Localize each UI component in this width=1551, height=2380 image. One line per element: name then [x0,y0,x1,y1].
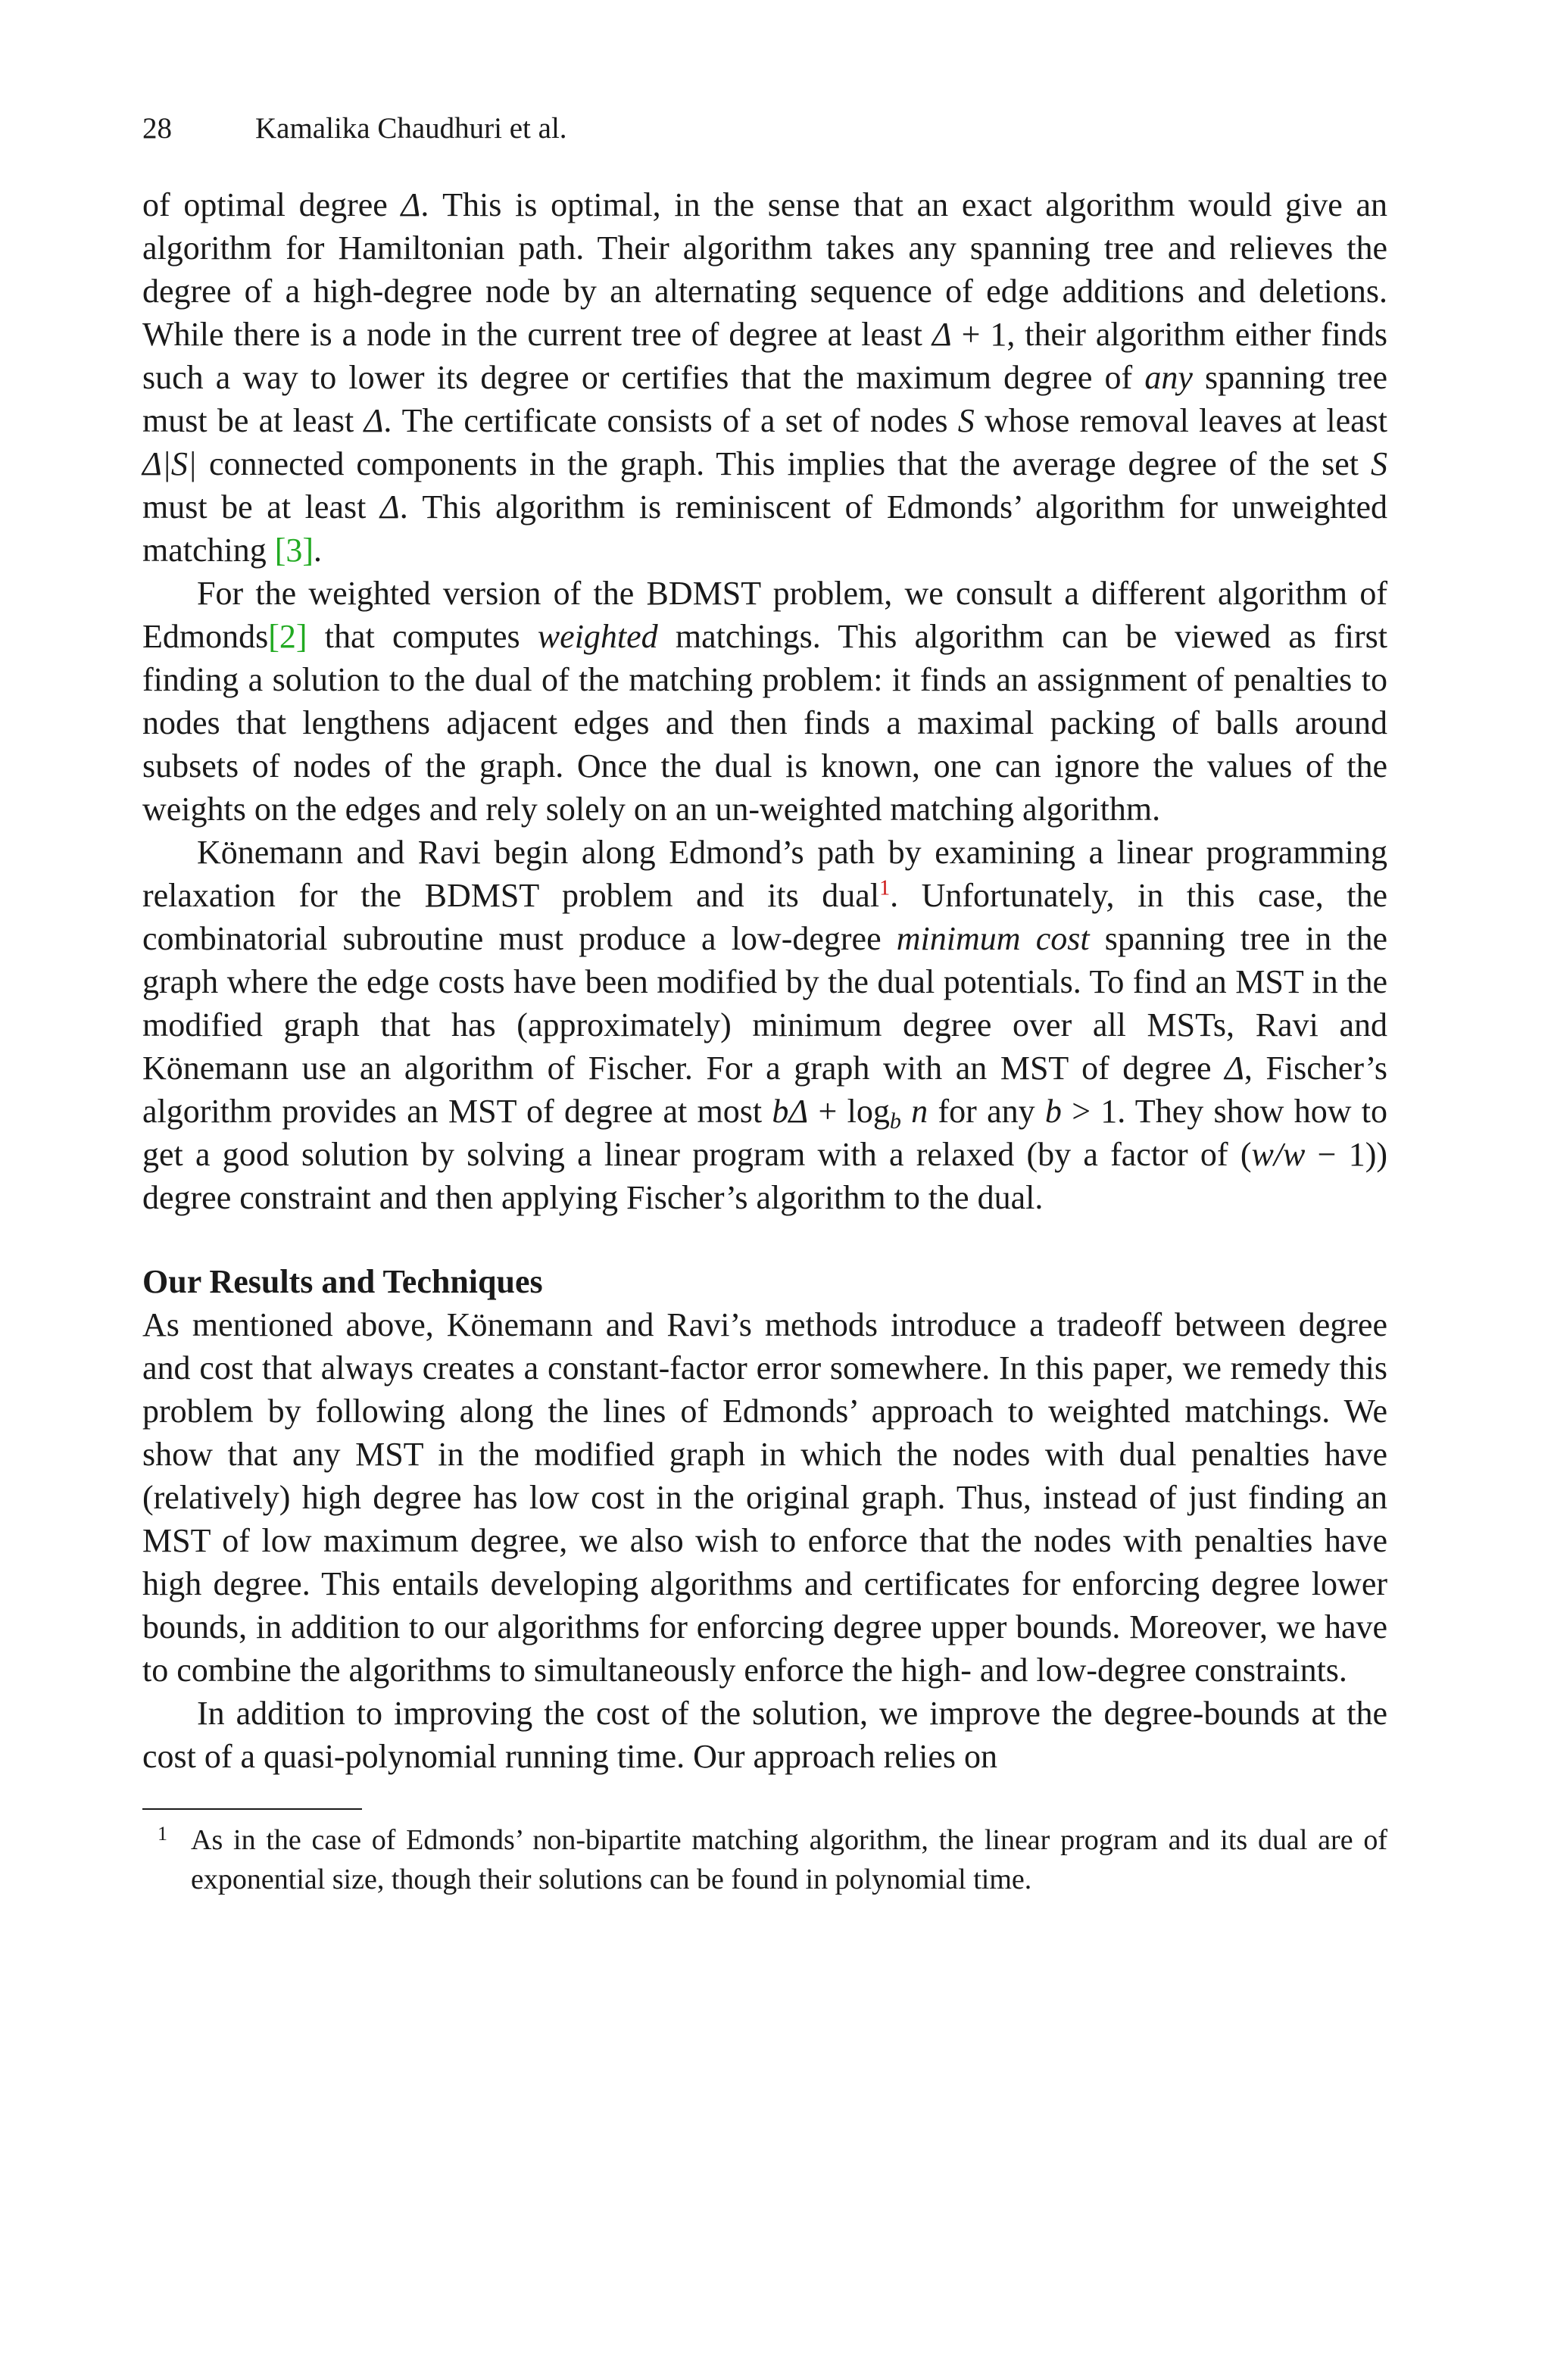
footnote-mark: 1 [158,1823,167,1845]
paragraph [142,831,1387,1219]
text-run: , Fischer’s algorithm provides an MST of degree at most [142,1050,1387,1130]
citation-link[interactable]: [3] [274,532,314,569]
page-number: 28 [142,112,172,145]
paragraph [142,1692,1387,1778]
text-run: matchings. This algorithm can be viewed as first finding a solution to the dual of the matching problem: it finds an assignment of penalties to nodes that lengthens adjacent edges and then finds a maximal packing of balls around subsets of nodes of the graph. Once the dual is known, one can ignore the values of the weights on the edges and rely solely on an un-weighted matching algorithm. [142,618,1388,828]
body-text [142,183,1387,1219]
text-run: connected components in the graph. This implies that the average degree of the set [197,445,1371,482]
math-italic: n [911,1093,928,1130]
paragraph [142,572,1387,831]
math-italic: minimum cost [896,920,1090,957]
text-run: In addition to improving the cost of the solution, we improve the degree-bounds at the cost of a quasi-polynomial running time. Our approach relies on [142,1695,1387,1775]
text-run: As mentioned above, Könemann and Ravi’s methods introduce a tradeoff between degree and cost that always creates a constant-factor error somewhere. In this paper, we remedy this problem by following along the lines of Edmonds’ approach to weighted matchings. We show that any MST in the modified graph in which the nodes with dual penalties have (relatively) high degree has low cost in the original graph. Thus, instead of just finding an MST of low maximum degree, we also wish to enforce that the nodes with penalties have high degree. This entails developing algorithms and certificates for enforcing degree lower bounds, in addition to our algorithms for enforcing degree upper bounds. Moreover, we have to combine the algorithms to simultaneously enforce the high- and low-degree constraints. [142,1306,1387,1689]
math-italic: Δ [379,488,400,526]
text-run [901,1093,911,1130]
text-run: − 1)) degree constraint and then applying Fischer’s algorithm to the dual. [142,1136,1387,1216]
math-italic: w/w [1251,1136,1306,1173]
math-italic: Δ [1225,1050,1244,1087]
math-italic: Δ [401,186,421,223]
math-italic: S [957,402,975,439]
text-run: + log [808,1093,890,1130]
math-italic: S [1371,445,1387,482]
footnote-rule [142,1808,362,1810]
math-italic: any [1144,359,1193,396]
text-run: . This algorithm is reminiscent of Edmonds’ algorithm for unweighted matching [142,488,1387,569]
text-run: spanning tree must be at least [142,359,1387,439]
text-run: spanning tree in the graph where the edge costs have been modified by the dual potentials. To find an MST in the modified graph that has (approximately) minimum degree over all MSTs, Ravi and Könemann use an algorithm of Fischer. For a graph with an MST of degree [142,920,1387,1087]
running-title: Kamalika Chaudhuri et al. [255,112,567,145]
math-italic: bΔ [772,1093,809,1130]
text-run: whose removal leaves at least [974,402,1387,439]
text-run: that computes [307,618,538,655]
text-run: . [314,532,323,569]
math-italic: Δ [364,402,384,439]
math-italic: Δ|S| [142,445,198,482]
text-run: Könemann and Ravi begin along Edmond’s path by examining a linear programming relaxation for the BDMST problem and its dual [142,834,1387,914]
text-run: . The certificate consists of a set of nodes [383,402,958,439]
math-italic: Δ [932,316,952,353]
math-italic: weighted [537,618,658,655]
footnote [142,1820,1387,1899]
text-run: > 1. They show how to get a good solution by solving a linear program with a relaxed (by a factor of ( [142,1093,1388,1173]
footnote-reference[interactable]: 1 [879,876,891,900]
text-run: of optimal degree [142,186,401,223]
text-run: . This is optimal, in the sense that an exact algorithm would give an algorithm for Hamiltonian path. Their algorithm takes any spanning tree and relieves the degree of a high-degree node by an alternating sequence of edge additions and deletions. While there is a node in the current tree of degree at least [142,186,1387,353]
running-header [142,106,1387,151]
paragraph [142,1303,1387,1692]
footnote-text: As in the case of Edmonds’ non-bipartite matching algorithm, the linear program and its dual are of exponential size, though their solutions can be found in polynomial time. [191,1824,1387,1895]
section-heading: Our Results and Techniques [142,1263,543,1300]
page [142,106,1387,1899]
text-run: For the weighted version of the BDMST problem, we consult a different algorithm of Edmonds [142,575,1387,655]
paragraph [142,183,1387,572]
citation-link[interactable]: [2] [268,618,307,655]
math-italic: b [1044,1093,1062,1130]
subscript: b [889,1109,901,1134]
section-body [142,1303,1387,1778]
text-run: must be at least [142,488,380,526]
text-run: for any [928,1093,1045,1130]
text-run: + 1, their algorithm either finds such a way to lower its degree or certifies that the maximum degree of [142,316,1387,396]
text-run: . Unfortunately, in this case, the combinatorial subroutine must produce a low-degree [142,877,1387,957]
